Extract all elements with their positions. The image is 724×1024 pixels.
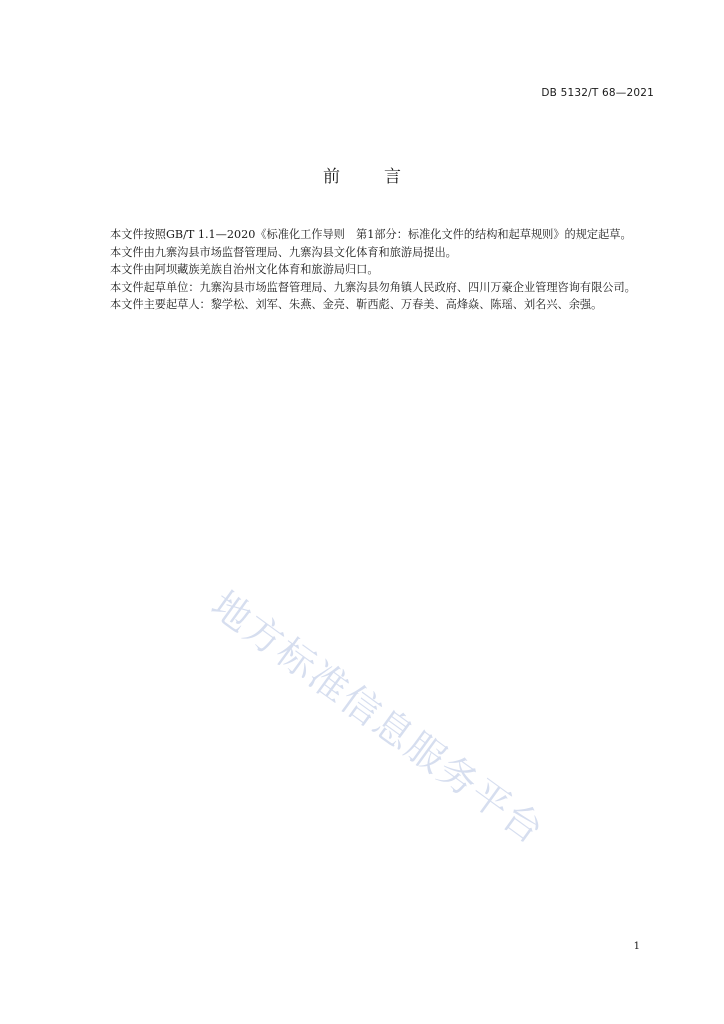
- paragraph-proposer: 本文件由九寨沟县市场监督管理局、九寨沟县文化体育和旅游局提出。: [110, 245, 457, 259]
- paragraph-drafters: 本文件主要起草人：黎学松、刘军、朱燕、金亮、靳西彪、万春美、高烽焱、陈瑶、刘名兴、余强。: [110, 298, 603, 311]
- paragraph-administrator: 本文件由阿坝藏族羌族自治州文化体育和旅游局归口。: [110, 263, 379, 276]
- paragraph-drafting-units: 本文件起草单位：九寨沟县市场监督管理局、九寨沟县勿角镇人民政府、四川万豪企业管理咨询有限公司。: [110, 280, 636, 294]
- page-title: [0, 162, 724, 187]
- page-number: 1: [633, 941, 640, 952]
- title-char-1: 前: [323, 167, 340, 187]
- paragraph-drafting-basis: 本文件按照GB/T 1.1—2020《标准化工作导则 第1部分：标准化文件的结构和起草规则》的规定起草。: [110, 228, 632, 241]
- title-char-2: 言: [384, 167, 401, 187]
- watermark: 地方标准信息服务平台: [203, 582, 553, 854]
- document-code: DB 5132/T 68—2021: [541, 87, 654, 99]
- foreword-body: [87, 226, 657, 314]
